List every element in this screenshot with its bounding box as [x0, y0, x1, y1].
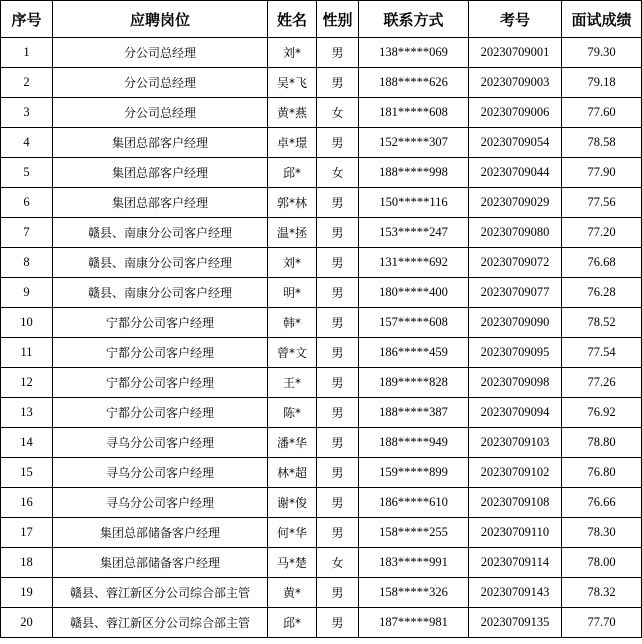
cell-score: 79.30 [562, 38, 642, 68]
cell-exam-number: 20230709098 [469, 368, 562, 398]
cell-position: 集团总部储备客户经理 [53, 518, 268, 548]
cell-gender: 女 [317, 548, 359, 578]
cell-exam-number: 20230709054 [469, 128, 562, 158]
cell-name: 吴*飞 [268, 68, 317, 98]
cell-exam-number: 20230709094 [469, 398, 562, 428]
table-row [1, 578, 642, 608]
cell-position: 集团总部储备客户经理 [53, 548, 268, 578]
cell-score: 77.70 [562, 608, 642, 638]
table-row [1, 248, 642, 278]
cell-gender: 男 [317, 368, 359, 398]
table-row [1, 548, 642, 578]
cell-index: 14 [1, 428, 53, 458]
cell-gender: 男 [317, 218, 359, 248]
table-row [1, 338, 642, 368]
cell-phone: 150*****116 [359, 188, 469, 218]
cell-exam-number: 20230709135 [469, 608, 562, 638]
cell-exam-number: 20230709006 [469, 98, 562, 128]
table-row [1, 218, 642, 248]
header-index: 序号 [1, 1, 53, 38]
cell-index: 4 [1, 128, 53, 158]
cell-score: 76.28 [562, 278, 642, 308]
cell-phone: 159*****899 [359, 458, 469, 488]
cell-exam-number: 20230709077 [469, 278, 562, 308]
cell-phone: 180*****400 [359, 278, 469, 308]
cell-index: 8 [1, 248, 53, 278]
cell-gender: 男 [317, 38, 359, 68]
table-row [1, 458, 642, 488]
cell-index: 15 [1, 458, 53, 488]
cell-exam-number: 20230709103 [469, 428, 562, 458]
cell-position: 宁都分公司客户经理 [53, 308, 268, 338]
cell-score: 79.18 [562, 68, 642, 98]
table-row [1, 518, 642, 548]
cell-name: 明* [268, 278, 317, 308]
cell-phone: 153*****247 [359, 218, 469, 248]
table-body [1, 38, 642, 638]
cell-position: 分公司总经理 [53, 68, 268, 98]
cell-name: 韩* [268, 308, 317, 338]
cell-score: 77.60 [562, 98, 642, 128]
cell-score: 77.20 [562, 218, 642, 248]
cell-index: 7 [1, 218, 53, 248]
cell-exam-number: 20230709029 [469, 188, 562, 218]
cell-index: 9 [1, 278, 53, 308]
cell-gender: 男 [317, 248, 359, 278]
cell-exam-number: 20230709090 [469, 308, 562, 338]
cell-gender: 男 [317, 278, 359, 308]
cell-score: 76.68 [562, 248, 642, 278]
cell-name: 邱* [268, 608, 317, 638]
cell-position: 赣县、南康分公司客户经理 [53, 218, 268, 248]
cell-phone: 187*****981 [359, 608, 469, 638]
cell-gender: 男 [317, 308, 359, 338]
cell-gender: 男 [317, 428, 359, 458]
cell-gender: 男 [317, 398, 359, 428]
cell-exam-number: 20230709143 [469, 578, 562, 608]
cell-index: 20 [1, 608, 53, 638]
cell-phone: 189*****828 [359, 368, 469, 398]
cell-score: 77.90 [562, 158, 642, 188]
table-row [1, 608, 642, 638]
cell-gender: 男 [317, 68, 359, 98]
cell-name: 郭*林 [268, 188, 317, 218]
cell-name: 谢*俊 [268, 488, 317, 518]
cell-position: 宁都分公司客户经理 [53, 398, 268, 428]
cell-index: 11 [1, 338, 53, 368]
cell-phone: 186*****610 [359, 488, 469, 518]
table-row [1, 38, 642, 68]
cell-gender: 男 [317, 458, 359, 488]
cell-name: 卓*璟 [268, 128, 317, 158]
table-row [1, 188, 642, 218]
cell-exam-number: 20230709108 [469, 488, 562, 518]
cell-score: 76.80 [562, 458, 642, 488]
cell-exam-number: 20230709044 [469, 158, 562, 188]
cell-exam-number: 20230709095 [469, 338, 562, 368]
cell-index: 10 [1, 308, 53, 338]
cell-position: 分公司总经理 [53, 98, 268, 128]
cell-position: 赣县、蓉江新区分公司综合部主管 [53, 578, 268, 608]
cell-score: 78.52 [562, 308, 642, 338]
cell-name: 刘* [268, 38, 317, 68]
header-position: 应聘岗位 [53, 1, 268, 38]
cell-name: 黄*燕 [268, 98, 317, 128]
cell-exam-number: 20230709080 [469, 218, 562, 248]
cell-gender: 女 [317, 98, 359, 128]
cell-score: 78.32 [562, 578, 642, 608]
header-interview-score: 面试成绩 [562, 1, 642, 38]
cell-gender: 男 [317, 608, 359, 638]
cell-position: 赣县、蓉江新区分公司综合部主管 [53, 608, 268, 638]
table-row [1, 368, 642, 398]
cell-name: 温*拯 [268, 218, 317, 248]
cell-gender: 男 [317, 518, 359, 548]
header-contact: 联系方式 [359, 1, 469, 38]
cell-phone: 188*****949 [359, 428, 469, 458]
cell-name: 何*华 [268, 518, 317, 548]
cell-position: 集团总部客户经理 [53, 188, 268, 218]
cell-name: 曾*文 [268, 338, 317, 368]
cell-position: 寻乌分公司客户经理 [53, 428, 268, 458]
cell-name: 黄* [268, 578, 317, 608]
cell-name: 陈* [268, 398, 317, 428]
cell-exam-number: 20230709110 [469, 518, 562, 548]
header-name: 姓名 [268, 1, 317, 38]
cell-score: 78.00 [562, 548, 642, 578]
table-row [1, 278, 642, 308]
cell-index: 19 [1, 578, 53, 608]
table-row [1, 308, 642, 338]
cell-phone: 131*****692 [359, 248, 469, 278]
cell-name: 潘*华 [268, 428, 317, 458]
cell-score: 78.30 [562, 518, 642, 548]
cell-name: 王* [268, 368, 317, 398]
table-row [1, 158, 642, 188]
cell-phone: 152*****307 [359, 128, 469, 158]
header-gender: 性别 [317, 1, 359, 38]
cell-gender: 女 [317, 158, 359, 188]
cell-position: 分公司总经理 [53, 38, 268, 68]
cell-index: 13 [1, 398, 53, 428]
header-exam-number: 考号 [469, 1, 562, 38]
cell-phone: 183*****991 [359, 548, 469, 578]
cell-name: 邱* [268, 158, 317, 188]
cell-score: 78.58 [562, 128, 642, 158]
cell-score: 78.80 [562, 428, 642, 458]
cell-gender: 男 [317, 188, 359, 218]
cell-name: 马*楚 [268, 548, 317, 578]
cell-score: 76.66 [562, 488, 642, 518]
table-row [1, 68, 642, 98]
cell-gender: 男 [317, 338, 359, 368]
cell-exam-number: 20230709114 [469, 548, 562, 578]
cell-position: 宁都分公司客户经理 [53, 338, 268, 368]
cell-index: 6 [1, 188, 53, 218]
cell-phone: 181*****608 [359, 98, 469, 128]
cell-position: 寻乌分公司客户经理 [53, 488, 268, 518]
cell-exam-number: 20230709003 [469, 68, 562, 98]
cell-score: 76.92 [562, 398, 642, 428]
table-row [1, 128, 642, 158]
table-row [1, 428, 642, 458]
cell-index: 12 [1, 368, 53, 398]
header-row [1, 1, 642, 38]
cell-phone: 158*****255 [359, 518, 469, 548]
cell-index: 1 [1, 38, 53, 68]
table-row [1, 488, 642, 518]
cell-position: 赣县、南康分公司客户经理 [53, 248, 268, 278]
cell-gender: 男 [317, 578, 359, 608]
table-row [1, 98, 642, 128]
cell-score: 77.54 [562, 338, 642, 368]
cell-exam-number: 20230709102 [469, 458, 562, 488]
cell-position: 宁都分公司客户经理 [53, 368, 268, 398]
table-row [1, 398, 642, 428]
cell-score: 77.26 [562, 368, 642, 398]
cell-phone: 186*****459 [359, 338, 469, 368]
cell-phone: 188*****387 [359, 398, 469, 428]
cell-position: 集团总部客户经理 [53, 128, 268, 158]
cell-index: 2 [1, 68, 53, 98]
cell-exam-number: 20230709001 [469, 38, 562, 68]
cell-score: 77.56 [562, 188, 642, 218]
cell-name: 刘* [268, 248, 317, 278]
cell-phone: 157*****608 [359, 308, 469, 338]
cell-exam-number: 20230709072 [469, 248, 562, 278]
cell-index: 17 [1, 518, 53, 548]
cell-name: 林*超 [268, 458, 317, 488]
cell-position: 寻乌分公司客户经理 [53, 458, 268, 488]
cell-phone: 158*****326 [359, 578, 469, 608]
cell-position: 赣县、南康分公司客户经理 [53, 278, 268, 308]
cell-phone: 188*****998 [359, 158, 469, 188]
cell-position: 集团总部客户经理 [53, 158, 268, 188]
cell-gender: 男 [317, 128, 359, 158]
cell-phone: 188*****626 [359, 68, 469, 98]
cell-phone: 138*****069 [359, 38, 469, 68]
cell-index: 3 [1, 98, 53, 128]
cell-index: 16 [1, 488, 53, 518]
cell-index: 18 [1, 548, 53, 578]
cell-gender: 男 [317, 488, 359, 518]
cell-index: 5 [1, 158, 53, 188]
